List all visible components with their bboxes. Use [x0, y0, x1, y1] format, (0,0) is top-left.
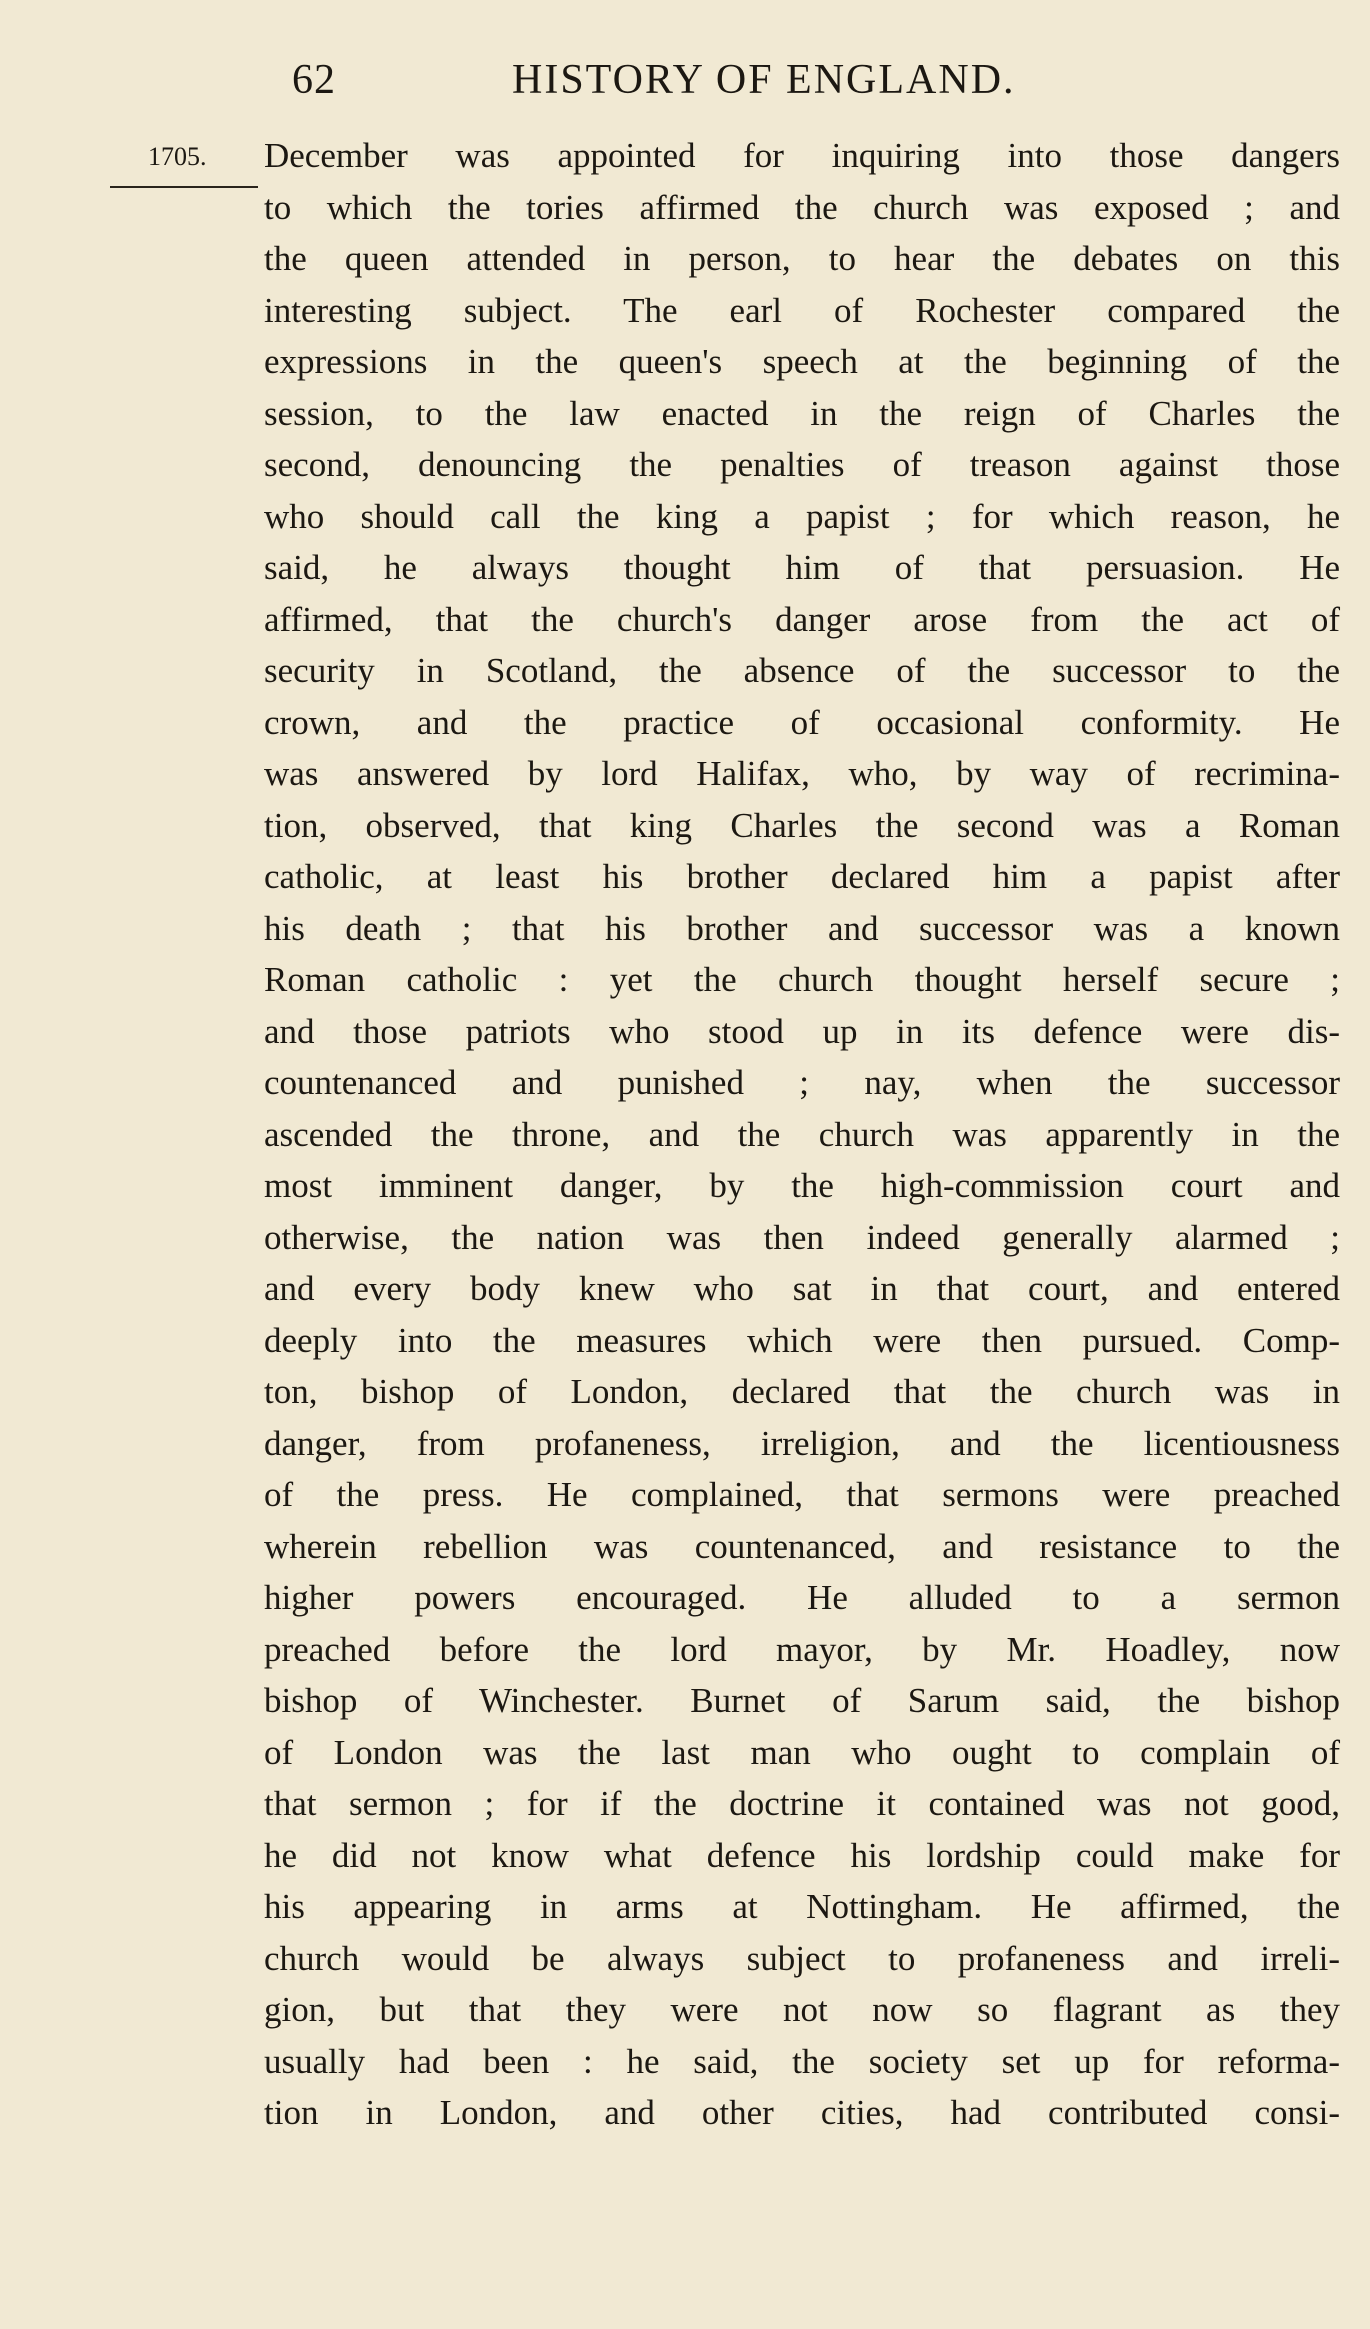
- text-line: bishop of Winchester. Burnet of Sarum said, the bishop: [264, 1681, 1340, 1720]
- text-line: danger, from profaneness, irreligion, and the licentiousness: [264, 1423, 1340, 1463]
- text-line: otherwise, the nation was then indeed generally alarmed ;: [264, 1217, 1340, 1257]
- margin-rule: [110, 186, 258, 188]
- text-line: deeply into the measures which were then pursued. Comp-: [264, 1320, 1340, 1360]
- text-line: session, to the law enacted in the reign of Charles the: [264, 393, 1340, 433]
- text-line: higher powers encouraged. He alluded to a sermon: [264, 1578, 1340, 1617]
- text-line: of London was the last man who ought to complain of: [264, 1732, 1340, 1772]
- text-line: to which the tories affirmed the church was exposed ; and: [264, 187, 1340, 227]
- text-line: expressions in the queen's speech at the beginning of the: [264, 342, 1340, 381]
- text-line: gion, but that they were not now so flagrant as they: [264, 1990, 1340, 2029]
- text-line: most imminent danger, by the high-commission court and: [264, 1166, 1340, 1205]
- text-line: and every body knew who sat in that court, and entered: [264, 1269, 1340, 1308]
- body-text: [264, 130, 1340, 2139]
- text-line: Roman catholic : yet the church thought herself secure ;: [264, 960, 1340, 999]
- text-line: tion, observed, that king Charles the second was a Roman: [264, 805, 1340, 845]
- text-line: second, denouncing the penalties of treason against those: [264, 445, 1340, 484]
- text-line: of the press. He complained, that sermons were preached: [264, 1475, 1340, 1514]
- text-line: was answered by lord Halifax, who, by way of recrimina-: [264, 754, 1340, 793]
- text-line: and those patriots who stood up in its defence were dis-: [264, 1011, 1340, 1051]
- text-line: December was appointed for inquiring into those dangers: [264, 136, 1340, 175]
- text-line: ascended the throne, and the church was apparently in the: [264, 1114, 1340, 1154]
- text-line: security in Scotland, the absence of the successor to the: [264, 651, 1340, 690]
- text-line: who should call the king a papist ; for which reason, he: [264, 496, 1340, 536]
- text-line: interesting subject. The earl of Rochester compared the: [264, 290, 1340, 330]
- text-line: he did not know what defence his lordship could make for: [264, 1835, 1340, 1875]
- page-number: 62: [292, 57, 336, 103]
- text-line: tion in London, and other cities, had contributed consi-: [264, 2093, 1340, 2132]
- text-line: preached before the lord mayor, by Mr. Hoadley, now: [264, 1629, 1340, 1669]
- text-line: that sermon ; for if the doctrine it contained was not good,: [264, 1784, 1340, 1823]
- margin-year-note: 1705.: [148, 142, 207, 171]
- text-line: countenanced and punished ; nay, when the successor: [264, 1063, 1340, 1102]
- text-line: his death ; that his brother and successor was a known: [264, 908, 1340, 948]
- text-line: crown, and the practice of occasional conformity. He: [264, 702, 1340, 742]
- text-line: wherein rebellion was countenanced, and resistance to the: [264, 1526, 1340, 1566]
- text-line: catholic, at least his brother declared him a papist after: [264, 857, 1340, 896]
- text-line: his appearing in arms at Nottingham. He affirmed, the: [264, 1887, 1340, 1926]
- text-line: said, he always thought him of that persuasion. He: [264, 548, 1340, 587]
- text-line: affirmed, that the church's danger arose from the act of: [264, 599, 1340, 639]
- page-header: [0, 52, 1370, 112]
- running-title: HISTORY OF ENGLAND.: [512, 57, 1016, 103]
- text-line: the queen attended in person, to hear the debates on this: [264, 239, 1340, 278]
- text-line: church would be always subject to profaneness and irreli-: [264, 1938, 1340, 1978]
- text-line: ton, bishop of London, declared that the church was in: [264, 1372, 1340, 1411]
- text-line: usually had been : he said, the society set up for reforma-: [264, 2041, 1340, 2081]
